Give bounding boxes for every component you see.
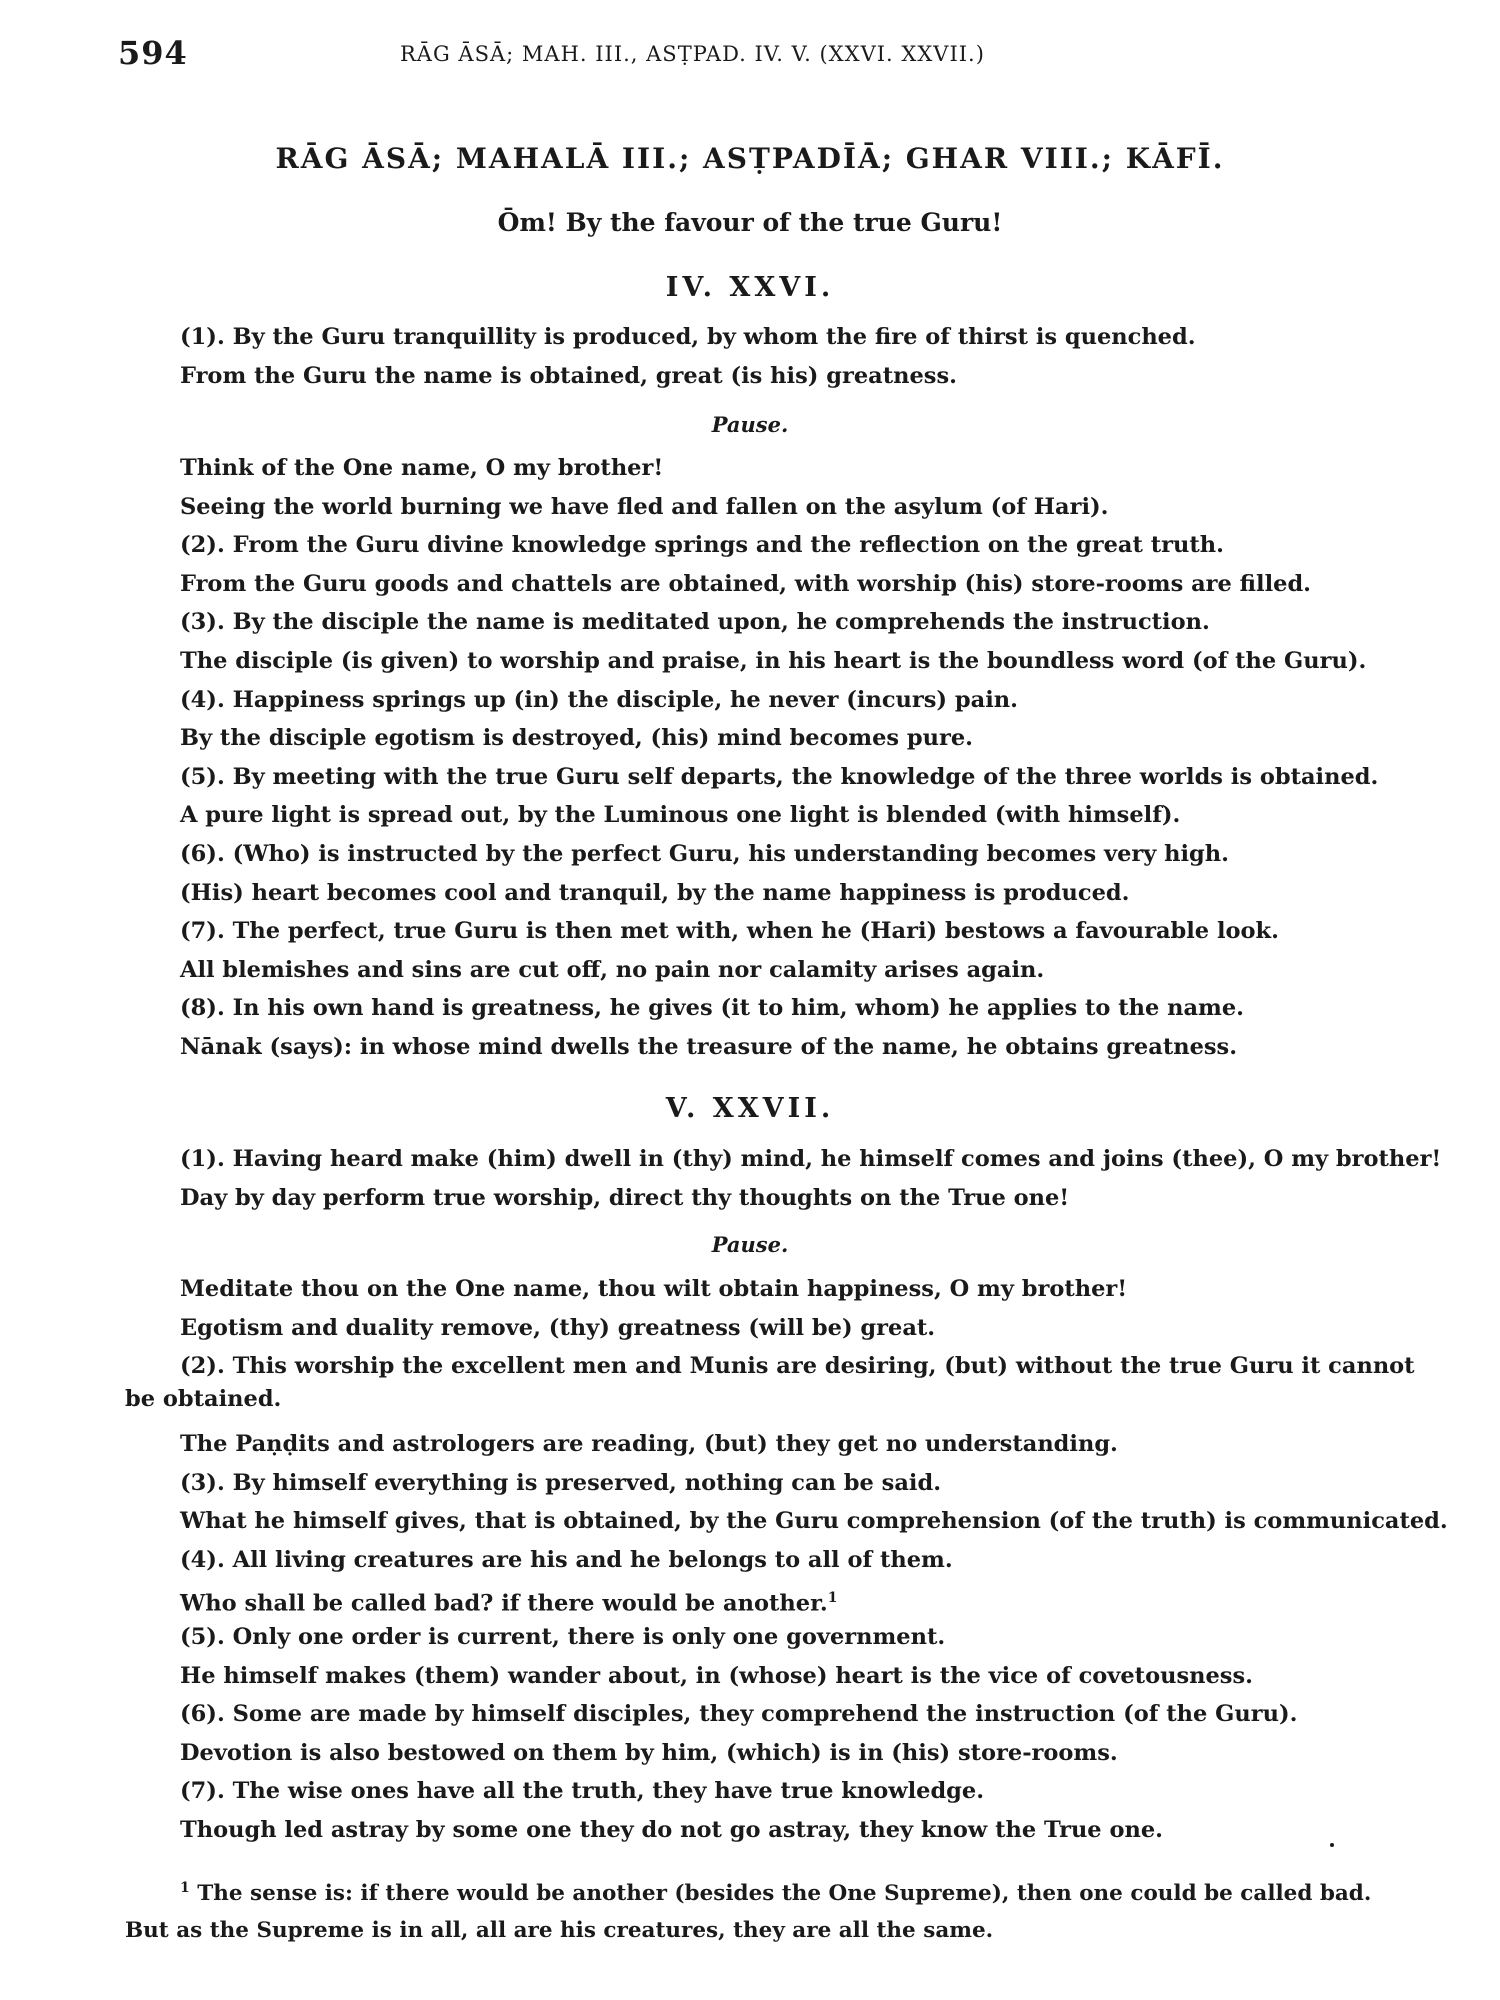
verse-line: From the Guru goods and chattels are obtained, with worship (his) store-rooms are filled. bbox=[180, 570, 1312, 597]
verse-line: (5). By meeting with the true Guru self departs, the knowledge of the three worlds is obtained. bbox=[180, 763, 1379, 790]
pause-label: Pause. bbox=[711, 1232, 789, 1257]
page-number: 594 bbox=[118, 34, 188, 72]
verse-line: (6). Some are made by himself disciples, they comprehend the instruction (of the Guru). bbox=[180, 1701, 1298, 1728]
verse-line-with-footnote bbox=[180, 1579, 1410, 1618]
pause-label: Pause. bbox=[711, 412, 789, 437]
verse-line: (5). Only one order is current, there is only one government. bbox=[180, 1623, 946, 1650]
running-head: RĀG ĀSĀ; MAH. III., ASṬPAD. IV. V. (XXVI. XXVII.) bbox=[400, 42, 985, 66]
footnote-line-2: But as the Supreme is in all, all are his creatures, they are all the same. bbox=[125, 1918, 994, 1943]
section-heading-26: IV. XXVI. bbox=[665, 272, 835, 303]
verse-line: (His) heart becomes cool and tranquil, by the name happiness is produced. bbox=[180, 879, 1130, 906]
verse-line: (4). Happiness springs up (in) the disciple, he never (incurs) pain. bbox=[180, 686, 1018, 713]
verse-line: Meditate thou on the One name, thou wilt obtain happiness, O my brother! bbox=[180, 1276, 1128, 1302]
verse-line: By the disciple egotism is destroyed, (his) mind becomes pure. bbox=[180, 725, 974, 752]
verse-text: Who shall be called bad? if there would be another. bbox=[180, 1590, 828, 1617]
verse-line: A pure light is spread out, by the Luminous one light is blended (with himself). bbox=[180, 802, 1181, 829]
verse-line: The Paṇḍits and astrologers are reading, (but) they get no understanding. bbox=[180, 1431, 1118, 1457]
footnote-text: The sense is: if there would be another (besides the One Supreme), then one could be called bad. bbox=[197, 1881, 1372, 1907]
section-heading-27: V. XXVII. bbox=[665, 1093, 835, 1124]
section-26-verses bbox=[180, 449, 1410, 1067]
verse-line: All blemishes and sins are cut off, no pain nor calamity arises again. bbox=[180, 956, 1045, 983]
verse-line: What he himself gives, that is obtained, by the Guru comprehension (of the truth) is communicated. bbox=[180, 1508, 1448, 1535]
verse-line: (7). The wise ones have all the truth, they have true knowledge. bbox=[180, 1778, 985, 1805]
verse-line: The disciple (is given) to worship and praise, in his heart is the boundless word (of the Guru). bbox=[180, 647, 1367, 674]
verse-line: (3). By himself everything is preserved, nothing can be said. bbox=[180, 1469, 942, 1496]
verse-line: Think of the One name, O my brother! bbox=[180, 455, 664, 481]
chapter-title: RĀG ĀSĀ; MAHALĀ III.; ASṬPADĪĀ; GHAR VIII.; KĀFĪ. bbox=[275, 142, 1225, 175]
verse-line: Nānak (says): in whose mind dwells the treasure of the name, he obtains greatness. bbox=[180, 1033, 1238, 1060]
verse-line: (4). All living creatures are his and he belongs to all of them. bbox=[180, 1546, 953, 1573]
verse-line: (2). From the Guru divine knowledge springs and the reflection on the great truth. bbox=[180, 532, 1224, 559]
verse-line: Though led astray by some one they do not go astray, they know the True one. bbox=[180, 1816, 1163, 1843]
verse-line: Seeing the world burning we have fled and fallen on the asylum (of Hari). bbox=[180, 493, 1109, 520]
verse-line: He himself makes (them) wander about, in (whose) heart is the vice of covetousness. bbox=[180, 1662, 1253, 1689]
verse-line: (7). The perfect, true Guru is then met with, when he (Hari) bestows a favourable look. bbox=[180, 918, 1279, 945]
verse-line: (1). By the Guru tranquillity is produced, by whom the fire of thirst is quenched. bbox=[180, 324, 1196, 350]
verse-line: From the Guru the name is obtained, great (is his) greatness. bbox=[180, 362, 957, 389]
section-26-intro bbox=[180, 318, 1410, 395]
print-speck bbox=[1330, 1843, 1334, 1847]
verse-line-continuation: be obtained. bbox=[125, 1386, 282, 1412]
section-27-intro bbox=[180, 1140, 1442, 1217]
verse-line: Egotism and duality remove, (thy) greatness (will be) great. bbox=[180, 1314, 936, 1341]
verse-line: (2). This worship the excellent men and Munis are desiring, (but) without the true Guru it cannot bbox=[180, 1353, 1415, 1380]
footnote-line-1 bbox=[180, 1880, 1371, 1906]
section-27-verses-b bbox=[180, 1425, 1448, 1850]
verse-line: (8). In his own hand is greatness, he gives (it to him, whom) he applies to the name. bbox=[180, 995, 1244, 1022]
footnote-marker: 1 bbox=[180, 1880, 190, 1896]
verse-line: Day by day perform true worship, direct thy thoughts on the True one! bbox=[180, 1184, 1070, 1211]
footnote-reference: 1 bbox=[827, 1590, 838, 1607]
invocation: Ōm! By the favour of the true Guru! bbox=[497, 208, 1003, 237]
verse-line: (6). (Who) is instructed by the perfect Guru, his understanding becomes very high. bbox=[180, 840, 1229, 867]
verse-line: Devotion is also bestowed on them by him, (which) is in (his) store-rooms. bbox=[180, 1739, 1118, 1766]
verse-line: (1). Having heard make (him) dwell in (thy) mind, he himself comes and joins (thee), O my brother! bbox=[180, 1146, 1442, 1172]
verse-line: (3). By the disciple the name is meditated upon, he comprehends the instruction. bbox=[180, 609, 1210, 636]
section-27-verses-a bbox=[180, 1270, 1415, 1386]
